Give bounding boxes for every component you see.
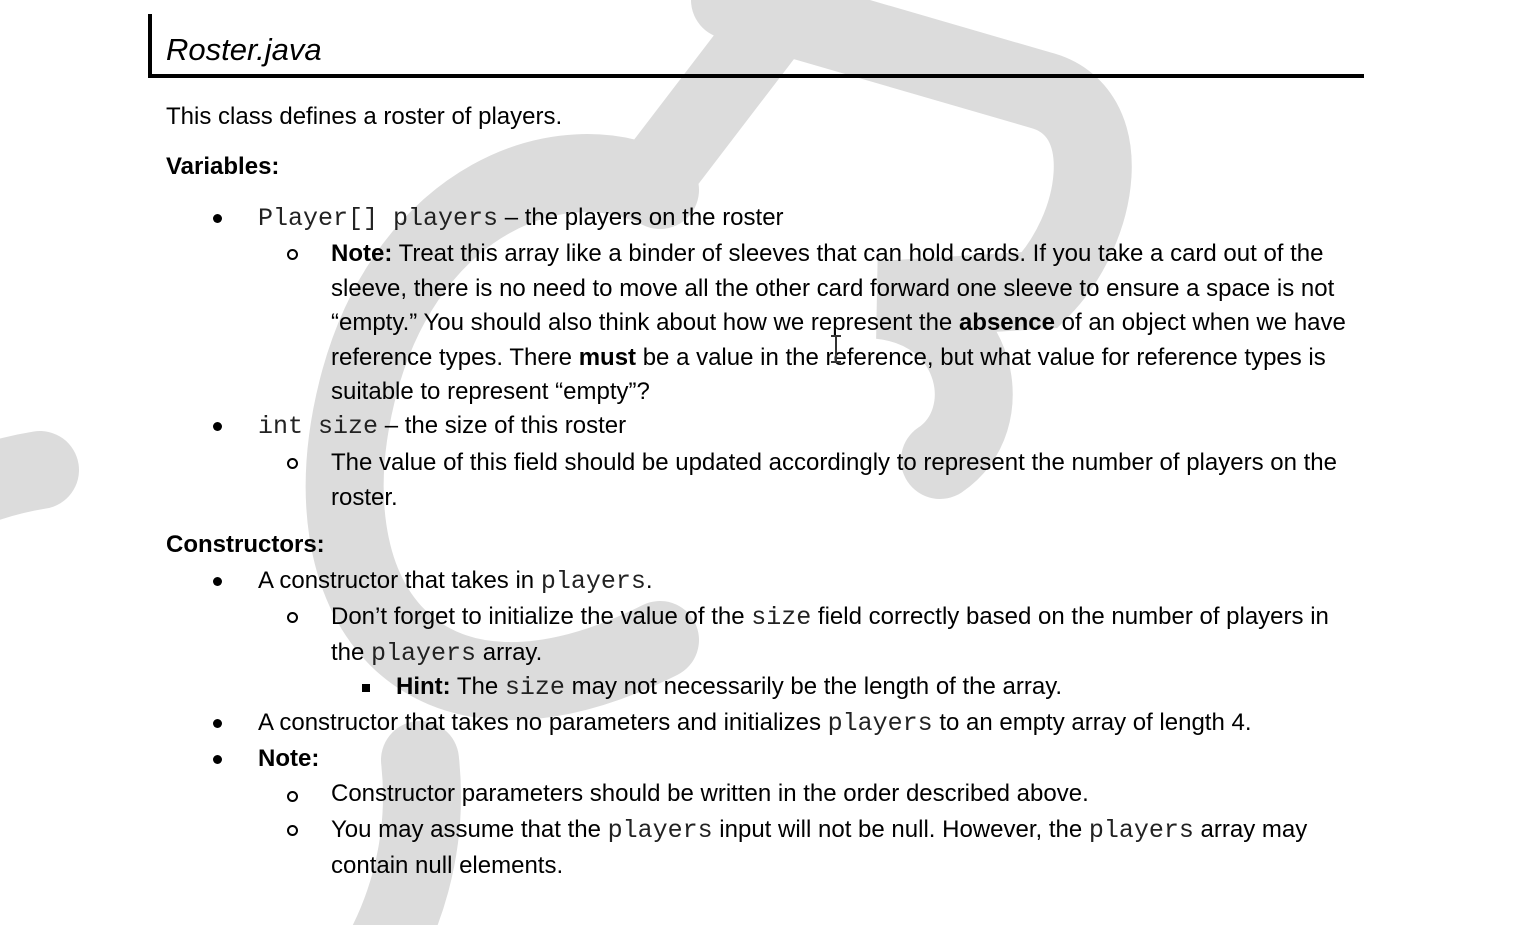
players-note-bold-must: must	[578, 343, 637, 371]
page-title: Roster.java	[166, 32, 322, 67]
title-rule-left	[148, 14, 152, 78]
sub-bullet-icon	[287, 825, 298, 836]
variables-heading: Variables:	[166, 153, 280, 180]
var-players	[258, 203, 784, 234]
constructor-1-sub	[331, 600, 1331, 671]
note-sub-2-text-1: You may assume that the	[331, 816, 608, 843]
sub-bullet-icon	[287, 612, 298, 623]
text-cursor-icon	[829, 334, 843, 364]
constructor-2-text-1: A constructor that takes no parameters and initializes	[258, 709, 828, 736]
note-sub-2-code-2: players	[1088, 816, 1194, 845]
bullet-icon	[213, 422, 222, 431]
var-size-code: int size	[258, 412, 379, 441]
constructor-1-sub-text-3: array.	[476, 638, 543, 666]
constructor-1-text: A constructor that takes in	[258, 567, 541, 594]
square-bullet-icon	[362, 684, 370, 692]
players-note-bold-absence: absence	[958, 309, 1055, 336]
players-note-text-1: Treat this array like a binder of sleeves that can hold cards. If you take a card out of the sleeve, there is no need to move all the other card forward one sleeve to ensure a space is not “empty.” You should also think about how we represent the	[331, 240, 1335, 336]
hint-label: Hint:	[396, 673, 451, 700]
players-note-text-2: of an object when we have reference types. There	[331, 309, 1346, 371]
note-sub-2-text-2: input will not be null. However, the	[712, 816, 1089, 843]
constructor-1-sub-code-2: players	[371, 638, 477, 668]
constructor-1-hint	[396, 672, 1062, 703]
constructor-2	[258, 708, 1252, 739]
constructor-1-code: players	[540, 567, 646, 596]
constructor-1-sub-text-2: field correctly based on the number of players in the	[331, 603, 1329, 666]
players-note-label: Note:	[331, 240, 393, 267]
var-players-code: Player[] players	[258, 204, 499, 233]
constructor-1	[258, 566, 653, 597]
constructor-1-end: .	[645, 567, 653, 594]
constructor-2-code: players	[827, 709, 933, 738]
bullet-icon	[213, 755, 222, 764]
players-note-text-3: be a value in the reference, but what value for reference types is suitable to represent “empty”?	[331, 343, 1326, 405]
hint-text-1: The	[450, 673, 505, 700]
hint-code: size	[504, 673, 565, 702]
constructors-note-sub-2	[331, 813, 1361, 883]
players-note	[331, 237, 1361, 410]
var-size-desc: – the size of this roster	[378, 412, 627, 439]
note-sub-2-code-1: players	[607, 816, 713, 845]
constructors-note-label: Note:	[258, 745, 320, 772]
sub-bullet-icon	[287, 249, 298, 260]
bullet-icon	[213, 719, 222, 728]
intro-text: This class defines a roster of players.	[166, 103, 563, 130]
constructor-1-sub-text-1: Don’t forget to initialize the value of the	[331, 603, 752, 630]
constructors-note-sub-1: Constructor parameters should be written in the order described above.	[331, 780, 1089, 807]
hint-text-2: may not necessarily be the length of the array.	[564, 673, 1063, 700]
var-size	[258, 411, 626, 442]
note-sub-2-text-3: array may contain null elements.	[331, 816, 1308, 879]
constructor-1-sub-code-1: size	[751, 603, 812, 632]
title-rule-bottom	[148, 74, 1364, 78]
size-sub-text: The value of this field should be updated accordingly to represent the number of players on the roster.	[331, 449, 1337, 511]
bullet-icon	[213, 577, 222, 586]
constructors-heading: Constructors:	[166, 531, 325, 558]
var-players-desc: – the players on the roster	[498, 204, 784, 231]
sub-bullet-icon	[287, 458, 298, 469]
bullet-icon	[213, 214, 222, 223]
sub-bullet-icon	[287, 791, 298, 802]
constructor-2-text-2: to an empty array of length 4.	[932, 709, 1252, 736]
